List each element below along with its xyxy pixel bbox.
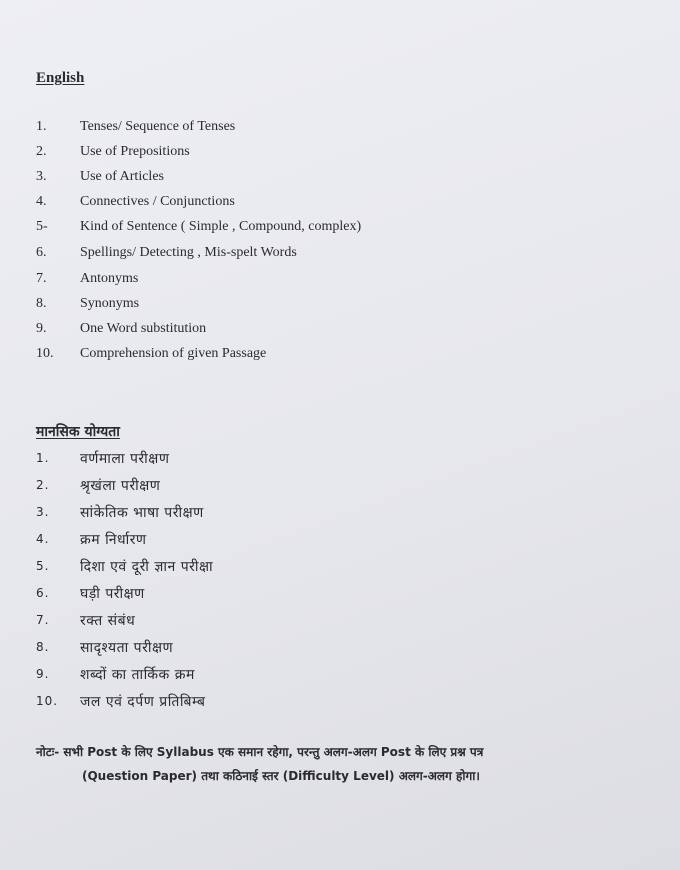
item-number: 7. [36,613,50,627]
list-item [36,140,190,164]
list-item [36,342,266,366]
item-number: 10. [36,694,59,708]
item-number: 1. [36,119,47,134]
note-line-2: (Question Paper) तथा कठिनाई स्तर (Difficulty Level) अलग-अलग होगा। [82,769,480,783]
item-text: Use of Articles [80,169,164,184]
list-item [36,115,235,139]
item-text: Use of Prepositions [80,144,190,159]
list-item [36,662,195,686]
item-text: घड़ी परीक्षण [80,585,145,602]
list-item [36,317,206,341]
item-text: दिशा एवं दूरी ज्ञान परीक्षा [80,558,214,575]
item-number: 5. [36,559,50,573]
list-item [36,473,160,497]
item-number: 9. [36,667,50,681]
list-item [36,190,235,214]
list-item [36,689,206,713]
item-text: सांकेतिक भाषा परीक्षण [80,504,204,521]
item-text: वर्णमाला परीक्षण [80,450,170,467]
item-number: 1. [36,451,50,465]
item-number: 4. [36,532,50,546]
list-item [36,267,138,291]
item-text: जल एवं दर्पण प्रतिबिम्ब [80,693,206,710]
item-number: 4. [36,194,47,209]
item-text: शब्दों का तार्किक क्रम [80,666,195,683]
item-number: 7. [36,271,47,286]
list-item [36,446,169,470]
item-number: 8. [36,640,50,654]
item-text: Antonyms [80,271,139,286]
item-text: श्रृखंला परीक्षण [80,477,161,494]
item-number: 8. [36,296,47,311]
item-number: 10. [36,346,54,361]
item-number: 2. [36,478,50,492]
item-text: One Word substitution [80,321,207,336]
list-item [36,608,135,632]
list-item [36,581,145,605]
item-number: 6. [36,586,50,600]
list-item [36,635,173,659]
item-number: 6. [36,245,47,260]
list-item [36,215,361,239]
item-text: Kind of Sentence ( Simple , Compound, complex) [80,219,362,234]
item-number: 9. [36,321,47,336]
item-text: Connectives / Conjunctions [80,194,235,209]
list-item [36,165,164,189]
list-item [36,500,204,524]
item-text: सादृश्यता परीक्षण [80,639,174,656]
item-number: 3. [36,169,47,184]
item-text: क्रम निर्धारण [80,531,147,548]
item-text: Comprehension of given Passage [80,346,267,361]
item-text: रक्त संबंध [80,612,136,629]
english-heading: English [36,70,85,86]
list-item [36,554,213,578]
item-text: Spellings/ Detecting , Mis-spelt Words [80,245,297,260]
item-number: 3. [36,505,50,519]
item-number: 5- [36,219,48,234]
note-block [36,740,676,788]
item-number: 2. [36,144,47,159]
list-item [36,292,139,316]
mental-ability-heading: मानसिक योग्यता [36,424,120,440]
item-text: Tenses/ Sequence of Tenses [80,119,236,134]
list-item [36,527,147,551]
item-text: Synonyms [80,296,140,311]
note-line-1: नोटः- सभी Post के लिए Syllabus एक समान रहेगा, परन्तु अलग-अलग Post के लिए प्रश्न पत्र [36,745,484,759]
list-item [36,241,297,265]
